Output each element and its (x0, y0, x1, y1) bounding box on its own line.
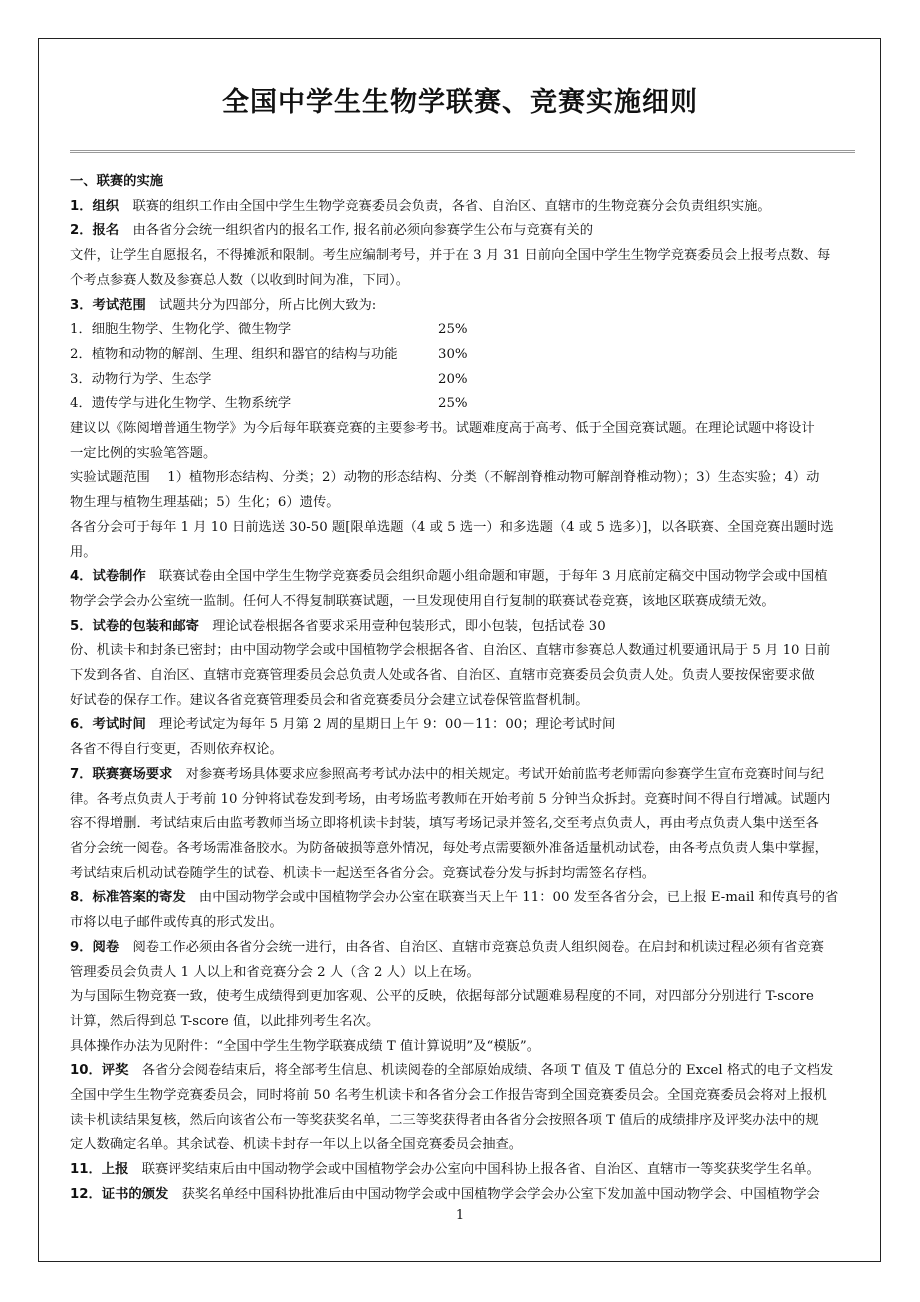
item-venue-requirements: 7．联赛赛场要求 对参赛考场具体要求应参照高考考试办法中的相关规定。考试开始前监考老师需向参赛学生宣布竞赛时间与纪 (70, 766, 824, 782)
paragraph-line: 定人数确定名单。其余试卷、机读卡封存一年以上以备全国竞赛委员会抽查。 (70, 1137, 523, 1153)
paragraph-line: 读卡机读结果复核，然后向该省公布一等奖获奖名单，二三等奖获得者由各省分会按照各项 T 值后的成绩排序及评奖办法中的规 (70, 1112, 819, 1128)
item-exam-scope: 3．考试范围 试题共分为四部分，所占比例大致为: (70, 297, 377, 313)
item-answer-delivery: 8．标准答案的寄发 由中国动物学会或中国植物学会办公室在联赛当天上午 11：00 发至各省分会，已上报 E-mail 和传真号的省 (70, 890, 839, 906)
item-exam-time: 6．考试时间 理论考试定为每年 5 月第 2 周的星期日上午 9：00－11：00；理论考试时间 (70, 717, 616, 733)
paragraph-line: 一定比例的实验笔答题。 (70, 445, 217, 461)
paragraph-line: 律。各考点负责人于考前 10 分钟将试卷发到考场，由考场监考教师在开始考前 5 分钟当众拆封。竞赛时间不得自行增减。试题内 (70, 791, 831, 807)
scope-row: 2．植物和动物的解剖、生理、组织和器官的结构与功能 30% (70, 346, 468, 362)
paragraph-line: 具体操作办法为见附件：“全国中学生生物学联赛成绩 T 值计算说明”及“模版”。 (70, 1038, 541, 1054)
item-organization: 1．组织 联赛的组织工作由全国中学生生物学竞赛委员会负责，各省、自治区、直辖市的生物竞赛分会负责组织实施。 (70, 198, 771, 214)
item-packaging: 5．试卷的包装和邮寄 理论试卷根据各省要求采用壹种包装形式，即小包装，包括试卷 30 (70, 618, 606, 634)
paragraph-line: 份、机读卡和封条已密封；由中国动物学会或中国植物学会根据各省、自治区、直辖市参赛总人数通过机要通讯局于 5 月 10 日前 (70, 643, 831, 659)
paragraph-line: 各省不得自行变更，否则依弃权论。 (70, 742, 283, 758)
paragraph-line: 实验试题范围 1）植物形态结构、分类；2）动物的形态结构、分类（不解剖脊椎动物可解剖脊椎动物）；3）生态实验；4）动 (70, 470, 820, 486)
section-heading: 一、联赛的实施 (70, 174, 164, 189)
paragraph-line: 物生理与植物生理基础；5）生化；6）遗传。 (70, 495, 340, 511)
scope-row: 3．动物行为学、生态学 20% (70, 371, 468, 387)
paragraph-line: 下发到各省、自治区、直辖市竞赛管理委员会总负责人处或各省、自治区、直辖市竞赛委员会负责人处。负责人要按保密要求做 (70, 668, 815, 684)
item-paper-production: 4．试卷制作 联赛试卷由全国中学生生物学竞赛委员会组织命题小组命题和审题，于每年 3 月底前定稿交中国动物学会或中国植 (70, 569, 828, 585)
item-registration: 2．报名 由各省分会统一组织省内的报名工作, 报名前必须向参赛学生公布与竞赛有关的 (70, 223, 593, 239)
paragraph-line: 用。 (70, 544, 97, 560)
item-grading: 9．阅卷 阅卷工作必须由各省分会统一进行，由各省、自治区、直辖市竞赛总负责人组织阅卷。在启封和机读过程必须有省竞赛 (70, 939, 824, 955)
document-title: 全国中学生生物学联赛、竞赛实施细则 (222, 87, 698, 118)
item-reporting: 11．上报 联赛评奖结束后由中国动物学会或中国植物学会办公室向中国科协上报各省、自治区、直辖市一等奖获奖学生名单。 (70, 1162, 820, 1178)
paragraph-line: 管理委员会负责人 1 人以上和省竞赛分会 2 人（含 2 人）以上在场。 (70, 964, 480, 980)
item-awards: 10．评奖 各省分会阅卷结束后，将全部考生信息、机读阅卷的全部原始成绩、各项 T 值及 T 值总分的 Excel 格式的电子文档发 (70, 1063, 834, 1079)
paragraph-line: 考试结束后机动试卷随学生的试卷、机读卡一起送至各省分会。竞赛试卷分发与拆封均需签名存档。 (70, 865, 656, 881)
paragraph-line: 各省分会可于每年 1 月 10 日前选送 30-50 题[限单选题（4 或 5 选一）和多选题（4 或 5 选多）]，以各联赛、全国竞赛出题时选 (70, 519, 834, 535)
page-number: 1 (455, 1208, 465, 1223)
paragraph-line: 个考点参赛人数及参赛总人数（以收到时间为准，下同）。 (70, 272, 410, 288)
paragraph-line: 计算，然后得到总 T-score 值，以此排列考生名次。 (70, 1013, 380, 1029)
paragraph-line: 建议以《陈阅增普通生物学》为今后每年联赛竞赛的主要参考书。试题难度高于高考、低于全国竞赛试题。在理论试题中将设计 (70, 421, 815, 437)
paragraph-line: 市将以电子邮件或传真的形式发出。 (70, 915, 283, 931)
paragraph-line: 物学会学会办公室统一监制。任何人不得复制联赛试题，一旦发现使用自行复制的联赛试卷竞赛，该地区联赛成绩无效。 (70, 593, 775, 609)
paragraph-line: 好试卷的保存工作。建议各省竞赛管理委员会和省竞赛委员分会建立试卷保管监督机制。 (70, 692, 589, 708)
item-certificates: 12．证书的颁发 获奖名单经中国科协批准后由中国动物学会或中国植物学会学会办公室下发加盖中国动物学会、中国植物学会 (70, 1186, 820, 1202)
paragraph-line: 容不得增删．考试结束后由监考教师当场立即将机读卡封装，填写考场记录并签名,交至考点负责人，再由考点负责人集中送至各 (70, 816, 819, 832)
document-body (70, 170, 860, 1208)
paragraph-line: 文件，让学生自愿报名，不得摊派和限制。考生应编制考号，并于在 3 月 31 日前向全国中学生生物学竞赛委员会上报考点数、每 (70, 248, 831, 264)
title-divider (70, 150, 855, 153)
scope-row: 1．细胞生物学、生物化学、微生物学 25% (70, 322, 468, 338)
paragraph-line: 全国中学生生物学竞赛委员会，同时将前 50 名考生机读卡和各省分会工作报告寄到全国竞赛委员会。全国竞赛委员会将对上报机 (70, 1088, 827, 1104)
scope-row: 4．遗传学与进化生物学、生物系统学 25% (70, 396, 468, 412)
paragraph-line: 省分会统一阅卷。各考场需准备胶水。为防备破损等意外情况，每处考点需要额外准备适量机动试卷，由各考点负责人集中掌握， (70, 840, 828, 856)
paragraph-line: 为与国际生物竞赛一致，使考生成绩得到更加客观、公平的反映，依据每部分试题难易程度的不同，对四部分分别进行 T-score (70, 989, 814, 1005)
